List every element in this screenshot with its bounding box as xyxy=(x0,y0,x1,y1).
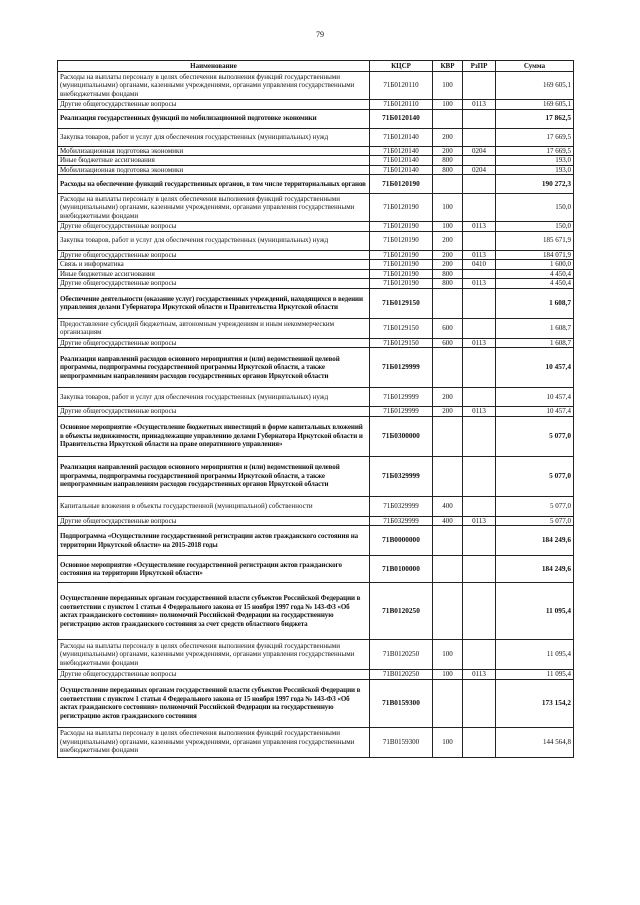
table-row xyxy=(58,231,574,250)
row-kcsr-cell: 71Б0120110 xyxy=(370,100,433,110)
row-name-cell: Обеспечение деятельности (оказание услуг) государственных учреждений, находящихся в ведении управления делами Губернатора Иркутской области и Правительства Иркутской области xyxy=(58,288,370,318)
row-name-cell: Основное мероприятие «Осуществление государственной регистрации актов гражданского состояния на территории Иркутской области» xyxy=(58,556,370,583)
table-row xyxy=(58,583,574,640)
row-kcsr-cell: 71Б0120110 xyxy=(370,72,433,100)
row-sum-cell: 184 071,9 xyxy=(496,250,574,260)
table-row xyxy=(58,288,574,318)
row-rzpr-cell: 0204 xyxy=(463,165,496,175)
row-name-cell: Расходы на обеспечение функций государственных органов, в том числе территориальных органов xyxy=(58,175,370,194)
row-kvr-cell: 200 xyxy=(433,231,463,250)
row-sum-cell: 17 862,5 xyxy=(496,109,574,128)
row-kvr-cell: 800 xyxy=(433,165,463,175)
row-rzpr-cell xyxy=(463,194,496,222)
row-kcsr-cell: 71Б0300000 xyxy=(370,416,433,456)
row-kvr-cell xyxy=(433,348,463,388)
row-rzpr-cell: 0410 xyxy=(463,260,496,270)
row-sum-cell: 1 600,0 xyxy=(496,260,574,270)
row-rzpr-cell xyxy=(463,318,496,338)
table-row xyxy=(58,640,574,670)
row-kcsr-cell: 71В0159300 xyxy=(370,679,433,727)
row-sum-cell: 150,0 xyxy=(496,194,574,222)
row-kcsr-cell: 71В0120250 xyxy=(370,670,433,680)
row-rzpr-cell xyxy=(463,727,496,757)
row-kcsr-cell: 71Б0120190 xyxy=(370,269,433,279)
row-kcsr-cell: 71Б0120140 xyxy=(370,156,433,166)
row-kcsr-cell: 71В0159300 xyxy=(370,727,433,757)
row-sum-cell: 184 249,6 xyxy=(496,556,574,583)
row-kvr-cell: 200 xyxy=(433,407,463,417)
row-kcsr-cell: 71Б0120140 xyxy=(370,109,433,128)
row-name-cell: Осуществление переданных органам государственной власти субъектов Российской Федерации в соответствии с пунктом 1 статьи 4 Федерального закона от 15 ноября 1997 года № 143-ФЗ «Об актах гражданского состояния» полномочий Российской Федерации на государственную регистрацию актов гражданского состояния за счет средств областного бюджета xyxy=(58,583,370,640)
row-name-cell: Закупка товаров, работ и услуг для обеспечения государственных (муниципальных) нужд xyxy=(58,388,370,407)
row-kcsr-cell: 71Б0120190 xyxy=(370,222,433,232)
row-sum-cell: 5 077,0 xyxy=(496,456,574,496)
row-rzpr-cell: 0113 xyxy=(463,516,496,526)
row-kvr-cell: 400 xyxy=(433,496,463,516)
row-kvr-cell xyxy=(433,416,463,456)
row-kcsr-cell: 71В0000000 xyxy=(370,526,433,556)
row-kcsr-cell: 71Б0120140 xyxy=(370,165,433,175)
row-kcsr-cell: 71Б0129150 xyxy=(370,318,433,338)
row-kcsr-cell: 71Б0129999 xyxy=(370,348,433,388)
budget-table xyxy=(57,60,574,758)
row-kcsr-cell: 71Б0120190 xyxy=(370,250,433,260)
table-row xyxy=(58,348,574,388)
row-rzpr-cell xyxy=(463,583,496,640)
row-kvr-cell: 200 xyxy=(433,388,463,407)
row-rzpr-cell xyxy=(463,496,496,516)
row-kvr-cell xyxy=(433,175,463,194)
row-kcsr-cell: 71Б0129150 xyxy=(370,288,433,318)
table-row xyxy=(58,175,574,194)
table-row xyxy=(58,727,574,757)
row-rzpr-cell xyxy=(463,556,496,583)
row-kcsr-cell: 71Б0329999 xyxy=(370,496,433,516)
row-kcsr-cell: 71Б0129999 xyxy=(370,388,433,407)
row-kcsr-cell: 71Б0120190 xyxy=(370,194,433,222)
row-kcsr-cell: 71Б0120140 xyxy=(370,128,433,146)
table-row xyxy=(58,279,574,289)
row-kvr-cell xyxy=(433,456,463,496)
row-rzpr-cell: 0113 xyxy=(463,670,496,680)
row-sum-cell: 10 457,4 xyxy=(496,407,574,417)
row-sum-cell: 193,0 xyxy=(496,156,574,166)
row-sum-cell: 190 272,3 xyxy=(496,175,574,194)
row-kvr-cell: 600 xyxy=(433,318,463,338)
row-kvr-cell xyxy=(433,583,463,640)
table-row xyxy=(58,100,574,110)
row-sum-cell: 10 457,4 xyxy=(496,348,574,388)
row-kvr-cell: 200 xyxy=(433,146,463,156)
table-row xyxy=(58,194,574,222)
row-name-cell: Реализация направлений расходов основного мероприятия и (или) ведомственной целевой программы, подпрограммы государственной программы Иркутской области, а также непрограммным направлениям расходов государственных органов Иркутской области xyxy=(58,348,370,388)
table-row xyxy=(58,222,574,232)
row-name-cell: Другие общегосударственные вопросы xyxy=(58,407,370,417)
table-row xyxy=(58,318,574,338)
table-row xyxy=(58,72,574,100)
row-kvr-cell: 100 xyxy=(433,72,463,100)
row-rzpr-cell: 0113 xyxy=(463,279,496,289)
row-rzpr-cell xyxy=(463,348,496,388)
column-header-kcsr: КЦСР xyxy=(370,61,433,72)
table-row xyxy=(58,269,574,279)
row-rzpr-cell xyxy=(463,640,496,670)
row-name-cell: Связь и информатика xyxy=(58,260,370,270)
row-kvr-cell: 400 xyxy=(433,516,463,526)
row-rzpr-cell: 0113 xyxy=(463,250,496,260)
row-name-cell: Подпрограмма «Осуществление государственной регистрации актов гражданского состояния на территории Иркутской области» на 2015-2018 годы xyxy=(58,526,370,556)
row-kvr-cell: 100 xyxy=(433,222,463,232)
row-name-cell: Другие общегосударственные вопросы xyxy=(58,222,370,232)
row-kvr-cell: 200 xyxy=(433,250,463,260)
table-row xyxy=(58,250,574,260)
row-rzpr-cell: 0113 xyxy=(463,222,496,232)
row-name-cell: Расходы на выплаты персоналу в целях обеспечения выполнения функций государственными (муниципальными) органами, казенными учреждениями, органами управления государственными внебюджетными фондами xyxy=(58,640,370,670)
column-header-name: Наименование xyxy=(58,61,370,72)
row-rzpr-cell xyxy=(463,72,496,100)
table-row xyxy=(58,456,574,496)
row-sum-cell: 5 077,0 xyxy=(496,496,574,516)
row-kvr-cell xyxy=(433,526,463,556)
column-header-kvr: КВР xyxy=(433,61,463,72)
row-rzpr-cell xyxy=(463,156,496,166)
row-name-cell: Расходы на выплаты персоналу в целях обеспечения выполнения функций государственными (муниципальными) органами, казенными учреждениями, органами управления государственными внебюджетными фондами xyxy=(58,727,370,757)
row-rzpr-cell xyxy=(463,175,496,194)
row-kcsr-cell: 71Б0120190 xyxy=(370,175,433,194)
row-sum-cell: 169 605,1 xyxy=(496,100,574,110)
row-rzpr-cell: 0113 xyxy=(463,338,496,348)
row-sum-cell: 184 249,6 xyxy=(496,526,574,556)
column-header-rzpr: РзПР xyxy=(463,61,496,72)
row-kcsr-cell: 71Б0120190 xyxy=(370,231,433,250)
row-name-cell: Иные бюджетные ассигнования xyxy=(58,156,370,166)
row-kcsr-cell: 71В0120250 xyxy=(370,583,433,640)
row-name-cell: Мобилизационная подготовка экономики xyxy=(58,146,370,156)
row-sum-cell: 185 671,9 xyxy=(496,231,574,250)
row-sum-cell: 1 608,7 xyxy=(496,318,574,338)
row-kvr-cell xyxy=(433,556,463,583)
row-sum-cell: 11 095,4 xyxy=(496,670,574,680)
table-body xyxy=(58,72,574,758)
row-sum-cell: 144 564,8 xyxy=(496,727,574,757)
table-row xyxy=(58,556,574,583)
row-sum-cell: 10 457,4 xyxy=(496,388,574,407)
row-kcsr-cell: 71Б0329999 xyxy=(370,516,433,526)
row-kvr-cell: 100 xyxy=(433,727,463,757)
row-rzpr-cell: 0113 xyxy=(463,100,496,110)
table-row xyxy=(58,516,574,526)
row-name-cell: Предоставление субсидий бюджетным, автономным учреждениям и иным некоммерческим организациям xyxy=(58,318,370,338)
row-rzpr-cell xyxy=(463,128,496,146)
row-name-cell: Расходы на выплаты персоналу в целях обеспечения выполнения функций государственными (муниципальными) органами, казенными учреждениями, органами управления государственными внебюджетными фондами xyxy=(58,194,370,222)
row-name-cell: Другие общегосударственные вопросы xyxy=(58,516,370,526)
row-rzpr-cell xyxy=(463,109,496,128)
row-sum-cell: 1 608,7 xyxy=(496,288,574,318)
row-sum-cell: 193,0 xyxy=(496,165,574,175)
row-rzpr-cell xyxy=(463,269,496,279)
row-sum-cell: 4 450,4 xyxy=(496,269,574,279)
row-kcsr-cell: 71Б0120190 xyxy=(370,279,433,289)
row-name-cell: Реализация направлений расходов основного мероприятия и (или) ведомственной целевой программы, подпрограммы государственной программы Иркутской области, а также непрограммным направлениям расходов государственных органов Иркутской области xyxy=(58,456,370,496)
table-row xyxy=(58,670,574,680)
row-name-cell: Капитальные вложения в объекты государственной (муниципальной) собственности xyxy=(58,496,370,516)
row-kvr-cell: 200 xyxy=(433,128,463,146)
row-name-cell: Мобилизационная подготовка экономики xyxy=(58,165,370,175)
row-sum-cell: 17 669,5 xyxy=(496,128,574,146)
row-kcsr-cell: 71Б0129999 xyxy=(370,407,433,417)
table-row xyxy=(58,407,574,417)
row-kvr-cell xyxy=(433,288,463,318)
row-name-cell: Осуществление переданных органам государственной власти субъектов Российской Федерации в соответствии с пунктом 1 статьи 4 Федерального закона от 15 ноября 1997 года № 143-ФЗ «Об актах гражданского состояния» полномочий Российской Федерации на государственную регистрацию актов гражданского состояния xyxy=(58,679,370,727)
row-rzpr-cell xyxy=(463,526,496,556)
row-sum-cell: 150,0 xyxy=(496,222,574,232)
row-sum-cell: 11 095,4 xyxy=(496,583,574,640)
row-name-cell: Другие общегосударственные вопросы xyxy=(58,670,370,680)
row-kcsr-cell: 71В0120250 xyxy=(370,640,433,670)
row-rzpr-cell: 0113 xyxy=(463,407,496,417)
row-name-cell: Закупка товаров, работ и услуг для обеспечения государственных (муниципальных) нужд xyxy=(58,128,370,146)
table-row xyxy=(58,156,574,166)
table-row xyxy=(58,679,574,727)
row-kvr-cell: 800 xyxy=(433,269,463,279)
row-kcsr-cell: 71В0100000 xyxy=(370,556,433,583)
row-kcsr-cell: 71Б0120190 xyxy=(370,260,433,270)
row-rzpr-cell xyxy=(463,288,496,318)
row-name-cell: Иные бюджетные ассигнования xyxy=(58,269,370,279)
row-rzpr-cell xyxy=(463,416,496,456)
row-sum-cell: 11 095,4 xyxy=(496,640,574,670)
table-row xyxy=(58,109,574,128)
row-name-cell: Другие общегосударственные вопросы xyxy=(58,338,370,348)
row-rzpr-cell: 0204 xyxy=(463,146,496,156)
row-name-cell: Другие общегосударственные вопросы xyxy=(58,100,370,110)
table-header-row xyxy=(58,61,574,72)
row-kvr-cell xyxy=(433,679,463,727)
row-rzpr-cell xyxy=(463,231,496,250)
row-kvr-cell: 100 xyxy=(433,194,463,222)
table-row xyxy=(58,146,574,156)
row-kvr-cell: 100 xyxy=(433,640,463,670)
row-kvr-cell: 600 xyxy=(433,338,463,348)
table-row xyxy=(58,388,574,407)
row-kvr-cell: 100 xyxy=(433,670,463,680)
table-row xyxy=(58,260,574,270)
row-name-cell: Основное мероприятие «Осуществление бюджетных инвестиций в форме капитальных вложений в объекты недвижимости, принадлежащие управлению делами Губернатора Иркутской области и Правительства Иркутской области на праве оперативного управления» xyxy=(58,416,370,456)
row-name-cell: Другие общегосударственные вопросы xyxy=(58,279,370,289)
row-kvr-cell xyxy=(433,109,463,128)
row-name-cell: Расходы на выплаты персоналу в целях обеспечения выполнения функций государственными (муниципальными) органами, казенными учреждениями, органами управления государственными внебюджетными фондами xyxy=(58,72,370,100)
row-sum-cell: 4 450,4 xyxy=(496,279,574,289)
row-sum-cell: 169 605,1 xyxy=(496,72,574,100)
row-kcsr-cell: 71Б0329999 xyxy=(370,456,433,496)
row-sum-cell: 5 077,0 xyxy=(496,416,574,456)
row-kvr-cell: 100 xyxy=(433,100,463,110)
row-sum-cell: 17 669,5 xyxy=(496,146,574,156)
row-rzpr-cell xyxy=(463,456,496,496)
row-rzpr-cell xyxy=(463,679,496,727)
row-kvr-cell: 800 xyxy=(433,156,463,166)
table-row xyxy=(58,496,574,516)
page-number: 79 xyxy=(316,30,324,39)
row-name-cell: Другие общегосударственные вопросы xyxy=(58,250,370,260)
table-row xyxy=(58,526,574,556)
row-kcsr-cell: 71Б0129150 xyxy=(370,338,433,348)
table-row xyxy=(58,416,574,456)
row-kvr-cell: 800 xyxy=(433,279,463,289)
table-row xyxy=(58,128,574,146)
row-name-cell: Закупка товаров, работ и услуг для обеспечения государственных (муниципальных) нужд xyxy=(58,231,370,250)
table-row xyxy=(58,338,574,348)
table-row xyxy=(58,165,574,175)
row-sum-cell: 173 154,2 xyxy=(496,679,574,727)
row-rzpr-cell xyxy=(463,388,496,407)
row-kcsr-cell: 71Б0120140 xyxy=(370,146,433,156)
row-kvr-cell: 200 xyxy=(433,260,463,270)
row-sum-cell: 5 077,0 xyxy=(496,516,574,526)
column-header-sum: Сумма xyxy=(496,61,574,72)
row-sum-cell: 1 608,7 xyxy=(496,338,574,348)
row-name-cell: Реализация государственных функций по мобилизационной подготовке экономики xyxy=(58,109,370,128)
